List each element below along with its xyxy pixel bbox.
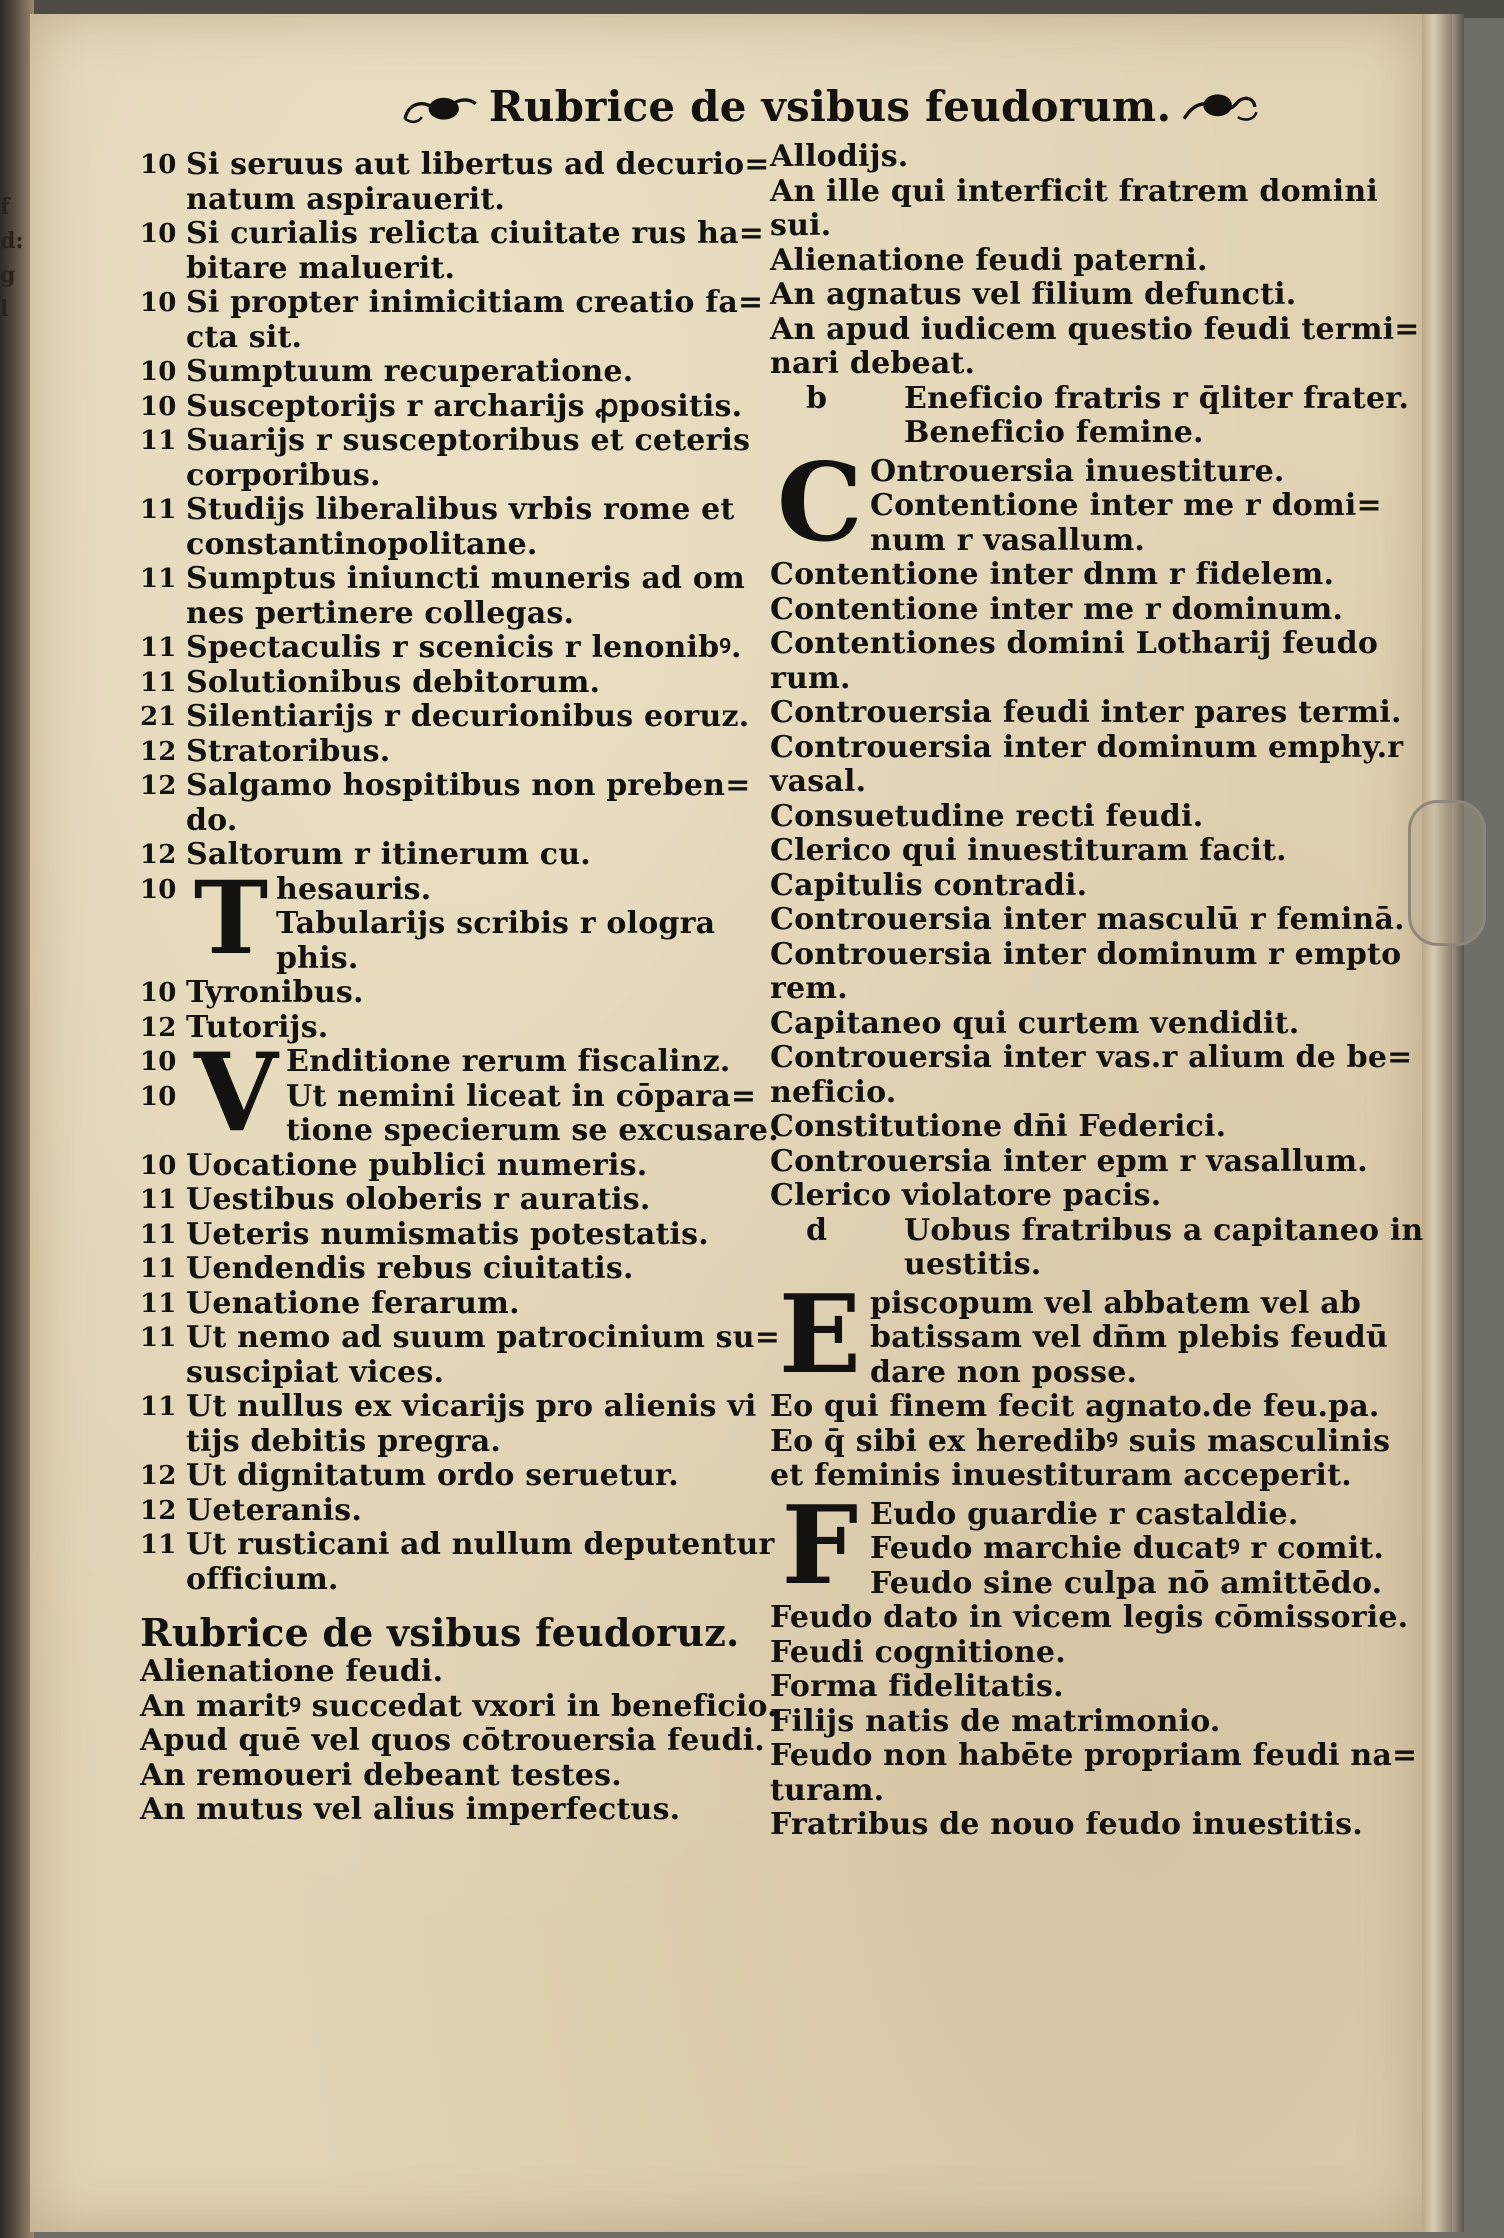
entry-lines [186, 1287, 780, 1322]
entry-line: constantinopolitane. [186, 526, 538, 562]
entry-lines [186, 700, 780, 735]
entry-line: Si propter inimicitiam creatio fa= [186, 285, 764, 320]
left-ornament-icon [400, 81, 481, 133]
index-entry [140, 1287, 780, 1322]
entry-number: 11 [140, 495, 177, 525]
index-line: Eo q̄ sibi ex heredibꝰ suis masculinis [770, 1423, 1391, 1459]
index-entry [140, 562, 780, 631]
section-letter: d [806, 1212, 828, 1248]
entry-line: Uobus fratribus a capitaneo in [904, 1212, 1424, 1248]
index-entry [140, 355, 780, 390]
entry-number: 11 [140, 1392, 177, 1422]
entry-line: Ut rusticani ad nullum deputentur [186, 1527, 775, 1562]
right-ornament-icon [1179, 81, 1260, 133]
dropcap-lines [870, 455, 1382, 559]
entry-line: Tyronibus. [186, 975, 364, 1010]
index-line: vasal. [770, 764, 867, 799]
entry-lines [186, 631, 780, 666]
entry-number: 11 [140, 1254, 177, 1284]
entry-line: Contentione inter me r domi= [870, 488, 1382, 523]
entry-line: Ut nemo ad suum patrocinium su= [186, 1320, 781, 1355]
index-line: nari debeat. [770, 346, 976, 381]
entry-line: Studijs liberalibus vrbis rome et [186, 492, 735, 527]
index-entry [140, 700, 780, 735]
margin-fragment: l [0, 296, 9, 322]
entry-line: Suarijs r susceptoribus et ceteris [186, 423, 751, 458]
entry-line: cta sit. [186, 319, 303, 355]
entry-line: Tabularijs scribis r ologra [276, 906, 716, 941]
entry-line: Enditione rerum fiscalinz. [286, 1044, 731, 1079]
entry-lines [186, 1183, 780, 1218]
index-line: Feudo non habēte propriam feudi na= [770, 1738, 1418, 1773]
entry-line: Eneficio fratris r q̄liter frater. [904, 380, 1410, 416]
entry-line: Si seruus aut libertus ad decurio= [186, 147, 770, 182]
left-column [140, 148, 780, 1828]
index-line: Contentione inter me r dominum. [770, 591, 1344, 627]
section-heading: Rubrice de vsibus feudoruz. [140, 1610, 740, 1655]
entry-lines [186, 562, 780, 631]
entry-line: Sumptuum recuperatione. [186, 354, 634, 389]
entry-line: Uendendis rebus ciuitatis. [186, 1251, 634, 1286]
page-title: Rubrice de vsibus feudorum. [488, 81, 1172, 131]
index-line: Feudo dato in vicem legis cōmissorie. [770, 1600, 1409, 1635]
entry-line: piscopum vel abbatem vel ab [870, 1285, 1362, 1321]
index-line: turam. [770, 1772, 885, 1808]
entry-line: Ueteris numismatis potestatis. [186, 1216, 709, 1252]
entry-number: 21 [140, 702, 177, 732]
index-line: rum. [770, 660, 851, 696]
index-line: Contentiones domini Lotharij feudo [770, 626, 1379, 661]
index-entry [140, 1252, 780, 1287]
dropcap-lines [870, 1287, 1388, 1391]
index-line: Alienatione feudi paterni. [770, 242, 1208, 278]
entry-lines [852, 382, 1409, 451]
entry-lines [186, 1252, 780, 1287]
entry-line: Saltorum r itinerum cu. [186, 837, 591, 872]
entry-number: 12 [140, 736, 177, 767]
index-line: et feminis inuestituram acceperit. [770, 1458, 1352, 1493]
index-line: Feudi cognitione. [770, 1634, 1066, 1670]
index-line: Controuersia inter dominum emphy.r [770, 729, 1404, 765]
index-entry [140, 390, 780, 425]
index-line: rem. [770, 971, 848, 1006]
entry-line: Feudo sine culpa nō amittēdo. [870, 1565, 1383, 1601]
entry-line: Uocatione publici numeris. [186, 1147, 648, 1183]
entry-number: 10 [140, 978, 177, 1008]
entry-line: Eudo guardie r castaldie. [870, 1496, 1299, 1532]
entry-number: 10 [140, 1150, 177, 1181]
index-entry [140, 1459, 780, 1494]
entry-lines [186, 390, 780, 425]
index-line: Constitutione dn̄i Federici. [770, 1109, 1227, 1144]
page-header [400, 72, 1260, 142]
index-line: Controuersia inter masculū r feminā. [770, 902, 1405, 937]
entry-lines [186, 735, 780, 770]
index-entry [140, 769, 780, 838]
index-entry [140, 286, 780, 355]
entry-lines [852, 1214, 1423, 1283]
entry-line: Beneficio femine. [904, 415, 1204, 450]
entry-number: 10 [140, 288, 177, 318]
entry-number: 11 [140, 1288, 177, 1319]
index-line: Filijs natis de matrimonio. [770, 1703, 1221, 1739]
entry-number: 11 [140, 1219, 177, 1250]
entry-number: 10 [140, 219, 177, 249]
entry-line: batissam vel dn̄m plebis feudū [870, 1320, 1388, 1355]
entry-line: Uestibus oloberis r auratis. [186, 1182, 651, 1217]
index-line: Eo qui finem fecit agnato.de feu.pa. [770, 1389, 1380, 1424]
entry-lines [186, 769, 780, 838]
entry-number: 11 [140, 426, 177, 456]
entry-lines [186, 976, 780, 1011]
entry-line: do. [186, 802, 238, 838]
entry-number: 12 [140, 1495, 177, 1526]
index-line: Clerico qui inuestituram facit. [770, 833, 1287, 868]
entry-lines [186, 1390, 780, 1459]
index-entry [140, 1494, 780, 1529]
entry-line: phis. [276, 940, 359, 976]
index-line: Forma fidelitatis. [770, 1669, 1064, 1704]
index-line: neficio. [770, 1074, 897, 1110]
index-entry [140, 1183, 780, 1218]
index-entry [140, 666, 780, 701]
dropcap-lines [870, 1498, 1384, 1602]
index-line: Contentione inter dnm r fidelem. [770, 557, 1335, 592]
dropcap-section [770, 1482, 1385, 1609]
dropcap-section [140, 1030, 780, 1156]
entry-number: 12 [140, 771, 177, 801]
entry-line: officium. [186, 1561, 339, 1597]
entry-lines [186, 493, 780, 562]
index-entry [140, 424, 780, 493]
index-line: An agnatus vel filium defuncti. [770, 277, 1297, 312]
entry-line: Susceptorijs r archarijs ꝓpositis. [186, 388, 743, 424]
entry-lines [186, 1218, 780, 1253]
margin-fragment: d: [0, 228, 24, 254]
entry-line: Ut nullus ex vicarijs pro alienis vi [186, 1389, 757, 1424]
dropcap-section [770, 439, 1382, 566]
entry-line: corporibus. [186, 457, 381, 493]
entry-line: natum aspirauerit. [186, 181, 506, 217]
dropcap-section [770, 1271, 1388, 1398]
entry-line: dare non posse. [870, 1354, 1138, 1390]
entry-line: Solutionibus debitorum. [186, 664, 601, 700]
right-column [770, 139, 1424, 1843]
entry-number: 11 [140, 1323, 177, 1353]
index-entry [140, 217, 780, 286]
dropcap-initial: C [776, 439, 864, 566]
index-line: An ille qui interficit fratrem domini [770, 173, 1378, 209]
entry-line: nes pertinere collegas. [186, 595, 575, 631]
entry-line: Tutorijs. [186, 1009, 329, 1045]
entry-line: Stratoribus. [186, 733, 391, 769]
entry-line: Ut dignitatum ordo seruetur. [186, 1458, 679, 1493]
index-entry [140, 1390, 780, 1459]
entry-line: hesauris. [276, 871, 432, 907]
entry-line: Salgamo hospitibus non preben= [186, 768, 751, 803]
entry-line: Uenatione ferarum. [186, 1285, 520, 1321]
entry-line: Spectaculis r scenicis r lenonibꝰ. [186, 630, 742, 665]
entry-lines [186, 838, 780, 873]
dropcap-initial: E [778, 1271, 862, 1398]
entry-line: Ueteranis. [186, 1492, 362, 1528]
entry-line: Feudo marchie ducatꝰ r comit. [870, 1531, 1385, 1566]
entry-lines [186, 1459, 780, 1494]
index-line: Capitaneo qui curtem vendidit. [770, 1005, 1300, 1041]
entry-lines [186, 355, 780, 390]
index-entry [140, 1528, 780, 1597]
entry-line: tione specierum se excusare. [286, 1113, 779, 1148]
entry-line: Sumptus iniuncti muneris ad om [186, 561, 745, 596]
index-line: Controuersia feudi inter pares termi. [770, 695, 1402, 730]
entry-line: Silentiarijs r decurionibus eoruz. [186, 699, 750, 734]
index-line: Capitulis contradi. [770, 867, 1088, 903]
dropcap-initial: F [781, 1482, 859, 1609]
entry-lines [186, 666, 780, 701]
entry-number: 10 [140, 391, 177, 422]
index-entry [140, 735, 780, 770]
entry-lines [186, 1321, 780, 1390]
dropcap-section-t [140, 858, 780, 977]
index-line: An apud iudicem questio feudi termi= [770, 311, 1420, 347]
entry-line: uestitis. [904, 1247, 1042, 1282]
entry-line: tijs debitis pregra. [186, 1423, 502, 1459]
index-line: Consuetudine recti feudi. [770, 798, 1204, 834]
index-line: Controuersia inter dominum r empto [770, 936, 1402, 972]
index-line: Controuersia inter epm r vasallum. [770, 1143, 1368, 1179]
margin-fragment: f [0, 194, 10, 220]
page-stack-edge [1422, 14, 1452, 2232]
entry-line: num r vasallum. [870, 522, 1146, 558]
index-line: Clerico violatore pacis. [770, 1178, 1162, 1213]
entry-number: 10 [140, 150, 177, 180]
entry-number: 11 [140, 667, 177, 698]
entry-number: 12 [140, 1461, 177, 1491]
entry-numbers [140, 1045, 186, 1114]
index-line: Fratribus de nouo feudo inuestitis. [770, 1807, 1363, 1842]
margin-fragment: g [0, 262, 16, 288]
entry-line: suscipiat vices. [186, 1354, 445, 1390]
dropcap-initial: V [194, 1030, 278, 1156]
section-line: An remoueri debeant testes. [140, 1757, 622, 1793]
entry-line: bitare maluerit. [186, 250, 456, 286]
entry-lines [186, 1528, 780, 1597]
section-line: Apud quē vel quos cōtrouersia feudi. [140, 1723, 765, 1758]
entry-number: 11 [140, 633, 177, 663]
entry-number: 11 [140, 564, 177, 594]
index-entry [140, 1218, 780, 1253]
entry-number: 11 [140, 1185, 177, 1215]
section-line: An maritꝰ succedat vxori in beneficio. [140, 1688, 778, 1724]
index-entry [140, 148, 780, 217]
section-line: Alienatione feudi. [140, 1654, 444, 1689]
section-line: An mutus vel alius imperfectus. [140, 1792, 681, 1827]
entry-lines [186, 424, 780, 493]
dropcap-lines [276, 873, 780, 977]
entry-line: Si curialis relicta ciuitate rus ha= [186, 216, 765, 251]
index-line: sui. [770, 208, 832, 243]
index-entry [140, 493, 780, 562]
entry-number: 11 [140, 1530, 177, 1560]
index-line: Allodijs. [770, 139, 909, 174]
dropcap-lines [286, 1045, 780, 1149]
section-letter: b [806, 380, 828, 416]
index-entry [140, 976, 780, 1011]
entry-lines [186, 1494, 780, 1529]
entry-line: Ut nemini liceat in cōpara= [286, 1078, 757, 1114]
page-stack-edge-dark [1452, 14, 1464, 2232]
entry-line: Ontrouersia inuestiture. [870, 453, 1285, 489]
entry-number: 12 [140, 1012, 177, 1043]
facing-page-fragments [0, 190, 24, 890]
entry-number: 10 [140, 1047, 177, 1077]
index-entry [140, 631, 780, 666]
entry-number: 10 [140, 1081, 177, 1112]
dropcap-initial: T [193, 858, 269, 977]
index-line: Controuersia inter vas.r alium de be= [770, 1040, 1413, 1075]
index-entry [140, 1321, 780, 1390]
entry-number: 10 [140, 357, 177, 387]
page-clip [1408, 800, 1486, 946]
entry-lines [186, 217, 780, 286]
entry-number: 12 [140, 840, 177, 870]
entry-lines [186, 148, 780, 217]
entry-lines [186, 286, 780, 355]
entry-number: 10 [140, 874, 177, 905]
